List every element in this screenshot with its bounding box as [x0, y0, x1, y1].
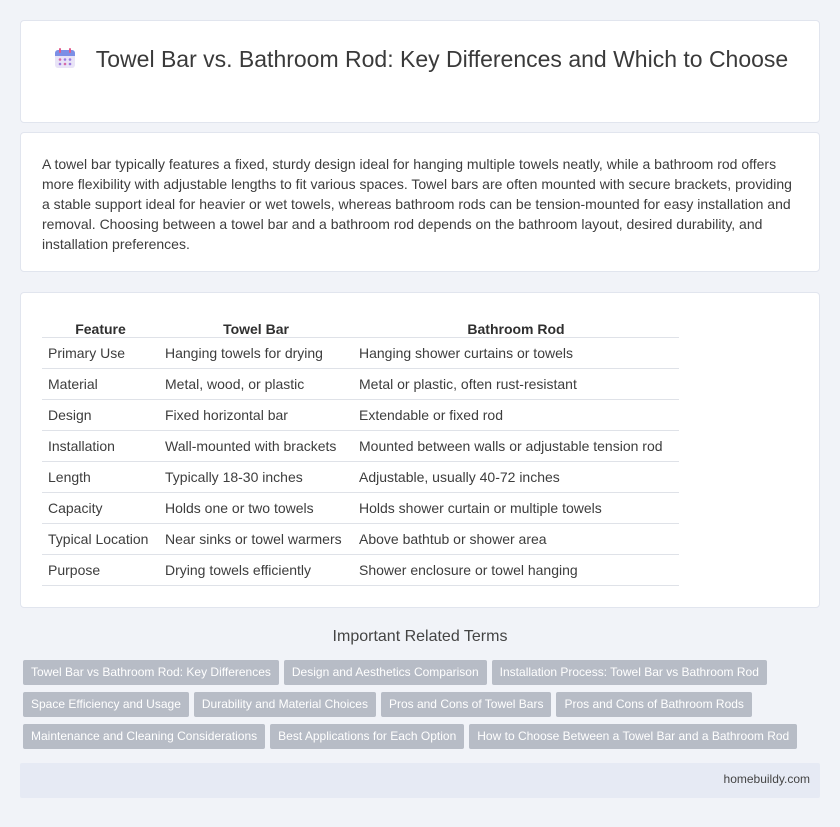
- tag-row: [23, 660, 823, 692]
- table-row: [42, 337, 679, 368]
- table-cell: Typical Location: [42, 523, 159, 554]
- table-cell: Capacity: [42, 492, 159, 523]
- table-cell: Primary Use: [42, 337, 159, 368]
- table-row: [42, 399, 679, 430]
- tag-link[interactable]: Pros and Cons of Towel Bars: [381, 692, 552, 717]
- tag-link[interactable]: Space Efficiency and Usage: [23, 692, 189, 717]
- comparison-table: [42, 314, 679, 586]
- page-title-wrap: [21, 45, 821, 74]
- column-header-feature: Feature: [42, 314, 159, 337]
- tag-link[interactable]: Design and Aesthetics Comparison: [284, 660, 487, 685]
- intro-card: [20, 132, 820, 272]
- tag-row: [23, 692, 823, 724]
- table-row: [42, 492, 679, 523]
- table-cell: Purpose: [42, 554, 159, 585]
- table-cell: Metal or plastic, often rust-resistant: [353, 368, 679, 399]
- table-cell: Material: [42, 368, 159, 399]
- table-cell: Hanging towels for drying: [159, 337, 353, 368]
- table-row: [42, 523, 679, 554]
- table-cell: Length: [42, 461, 159, 492]
- comparison-table-card: [20, 292, 820, 608]
- page-title: Towel Bar vs. Bathroom Rod: Key Differences and Which to Choose: [95, 46, 789, 72]
- tag-link[interactable]: Towel Bar vs Bathroom Rod: Key Differences: [23, 660, 279, 685]
- table-header-row: [42, 314, 679, 337]
- table-cell: Mounted between walls or adjustable tension rod: [353, 430, 679, 461]
- header-card: [20, 20, 820, 123]
- footer: [20, 763, 820, 798]
- table-cell: Above bathtub or shower area: [353, 523, 679, 554]
- tag-link[interactable]: Best Applications for Each Option: [270, 724, 464, 749]
- related-terms-tags: [23, 660, 823, 756]
- table-cell: Installation: [42, 430, 159, 461]
- table-cell: Shower enclosure or towel hanging: [353, 554, 679, 585]
- table-cell: Holds one or two towels: [159, 492, 353, 523]
- table-row: [42, 368, 679, 399]
- tag-link[interactable]: Durability and Material Choices: [194, 692, 376, 717]
- column-header-towel-bar: Towel Bar: [159, 314, 353, 337]
- table-cell: Typically 18-30 inches: [159, 461, 353, 492]
- table-cell: Holds shower curtain or multiple towels: [353, 492, 679, 523]
- table-row: [42, 554, 679, 585]
- site-name[interactable]: homebuildy.com: [723, 772, 810, 786]
- calendar-icon: [54, 47, 76, 69]
- tag-row: [23, 724, 823, 756]
- tag-link[interactable]: Pros and Cons of Bathroom Rods: [556, 692, 751, 717]
- table-cell: Hanging shower curtains or towels: [353, 337, 679, 368]
- table-cell: Wall-mounted with brackets: [159, 430, 353, 461]
- table-cell: Fixed horizontal bar: [159, 399, 353, 430]
- table-cell: Adjustable, usually 40-72 inches: [353, 461, 679, 492]
- column-header-bathroom-rod: Bathroom Rod: [353, 314, 679, 337]
- table-cell: Extendable or fixed rod: [353, 399, 679, 430]
- table-row: [42, 430, 679, 461]
- table-cell: Design: [42, 399, 159, 430]
- table-cell: Drying towels efficiently: [159, 554, 353, 585]
- tag-link[interactable]: Maintenance and Cleaning Considerations: [23, 724, 265, 749]
- tag-link[interactable]: How to Choose Between a Towel Bar and a Bathroom Rod: [469, 724, 797, 749]
- tag-link[interactable]: Installation Process: Towel Bar vs Bathroom Rod: [492, 660, 767, 685]
- table-cell: Metal, wood, or plastic: [159, 368, 353, 399]
- related-terms-heading: Important Related Terms: [332, 628, 508, 645]
- table-cell: Near sinks or towel warmers: [159, 523, 353, 554]
- intro-paragraph: A towel bar typically features a fixed, sturdy design ideal for hanging multiple towels neatly, while a bathroom rod offers more flexibility with adjustable lengths to fit various spaces. Towel bars are often mounted with secure brackets, providing a stable support ideal for heavier or wet towels, whereas bathroom rods can be tension-mounted for easy installation and removal. Choosing between a towel bar and a bathroom rod depends on the bathroom layout, desired durability, and installation preferences.: [42, 156, 792, 252]
- table-row: [42, 461, 679, 492]
